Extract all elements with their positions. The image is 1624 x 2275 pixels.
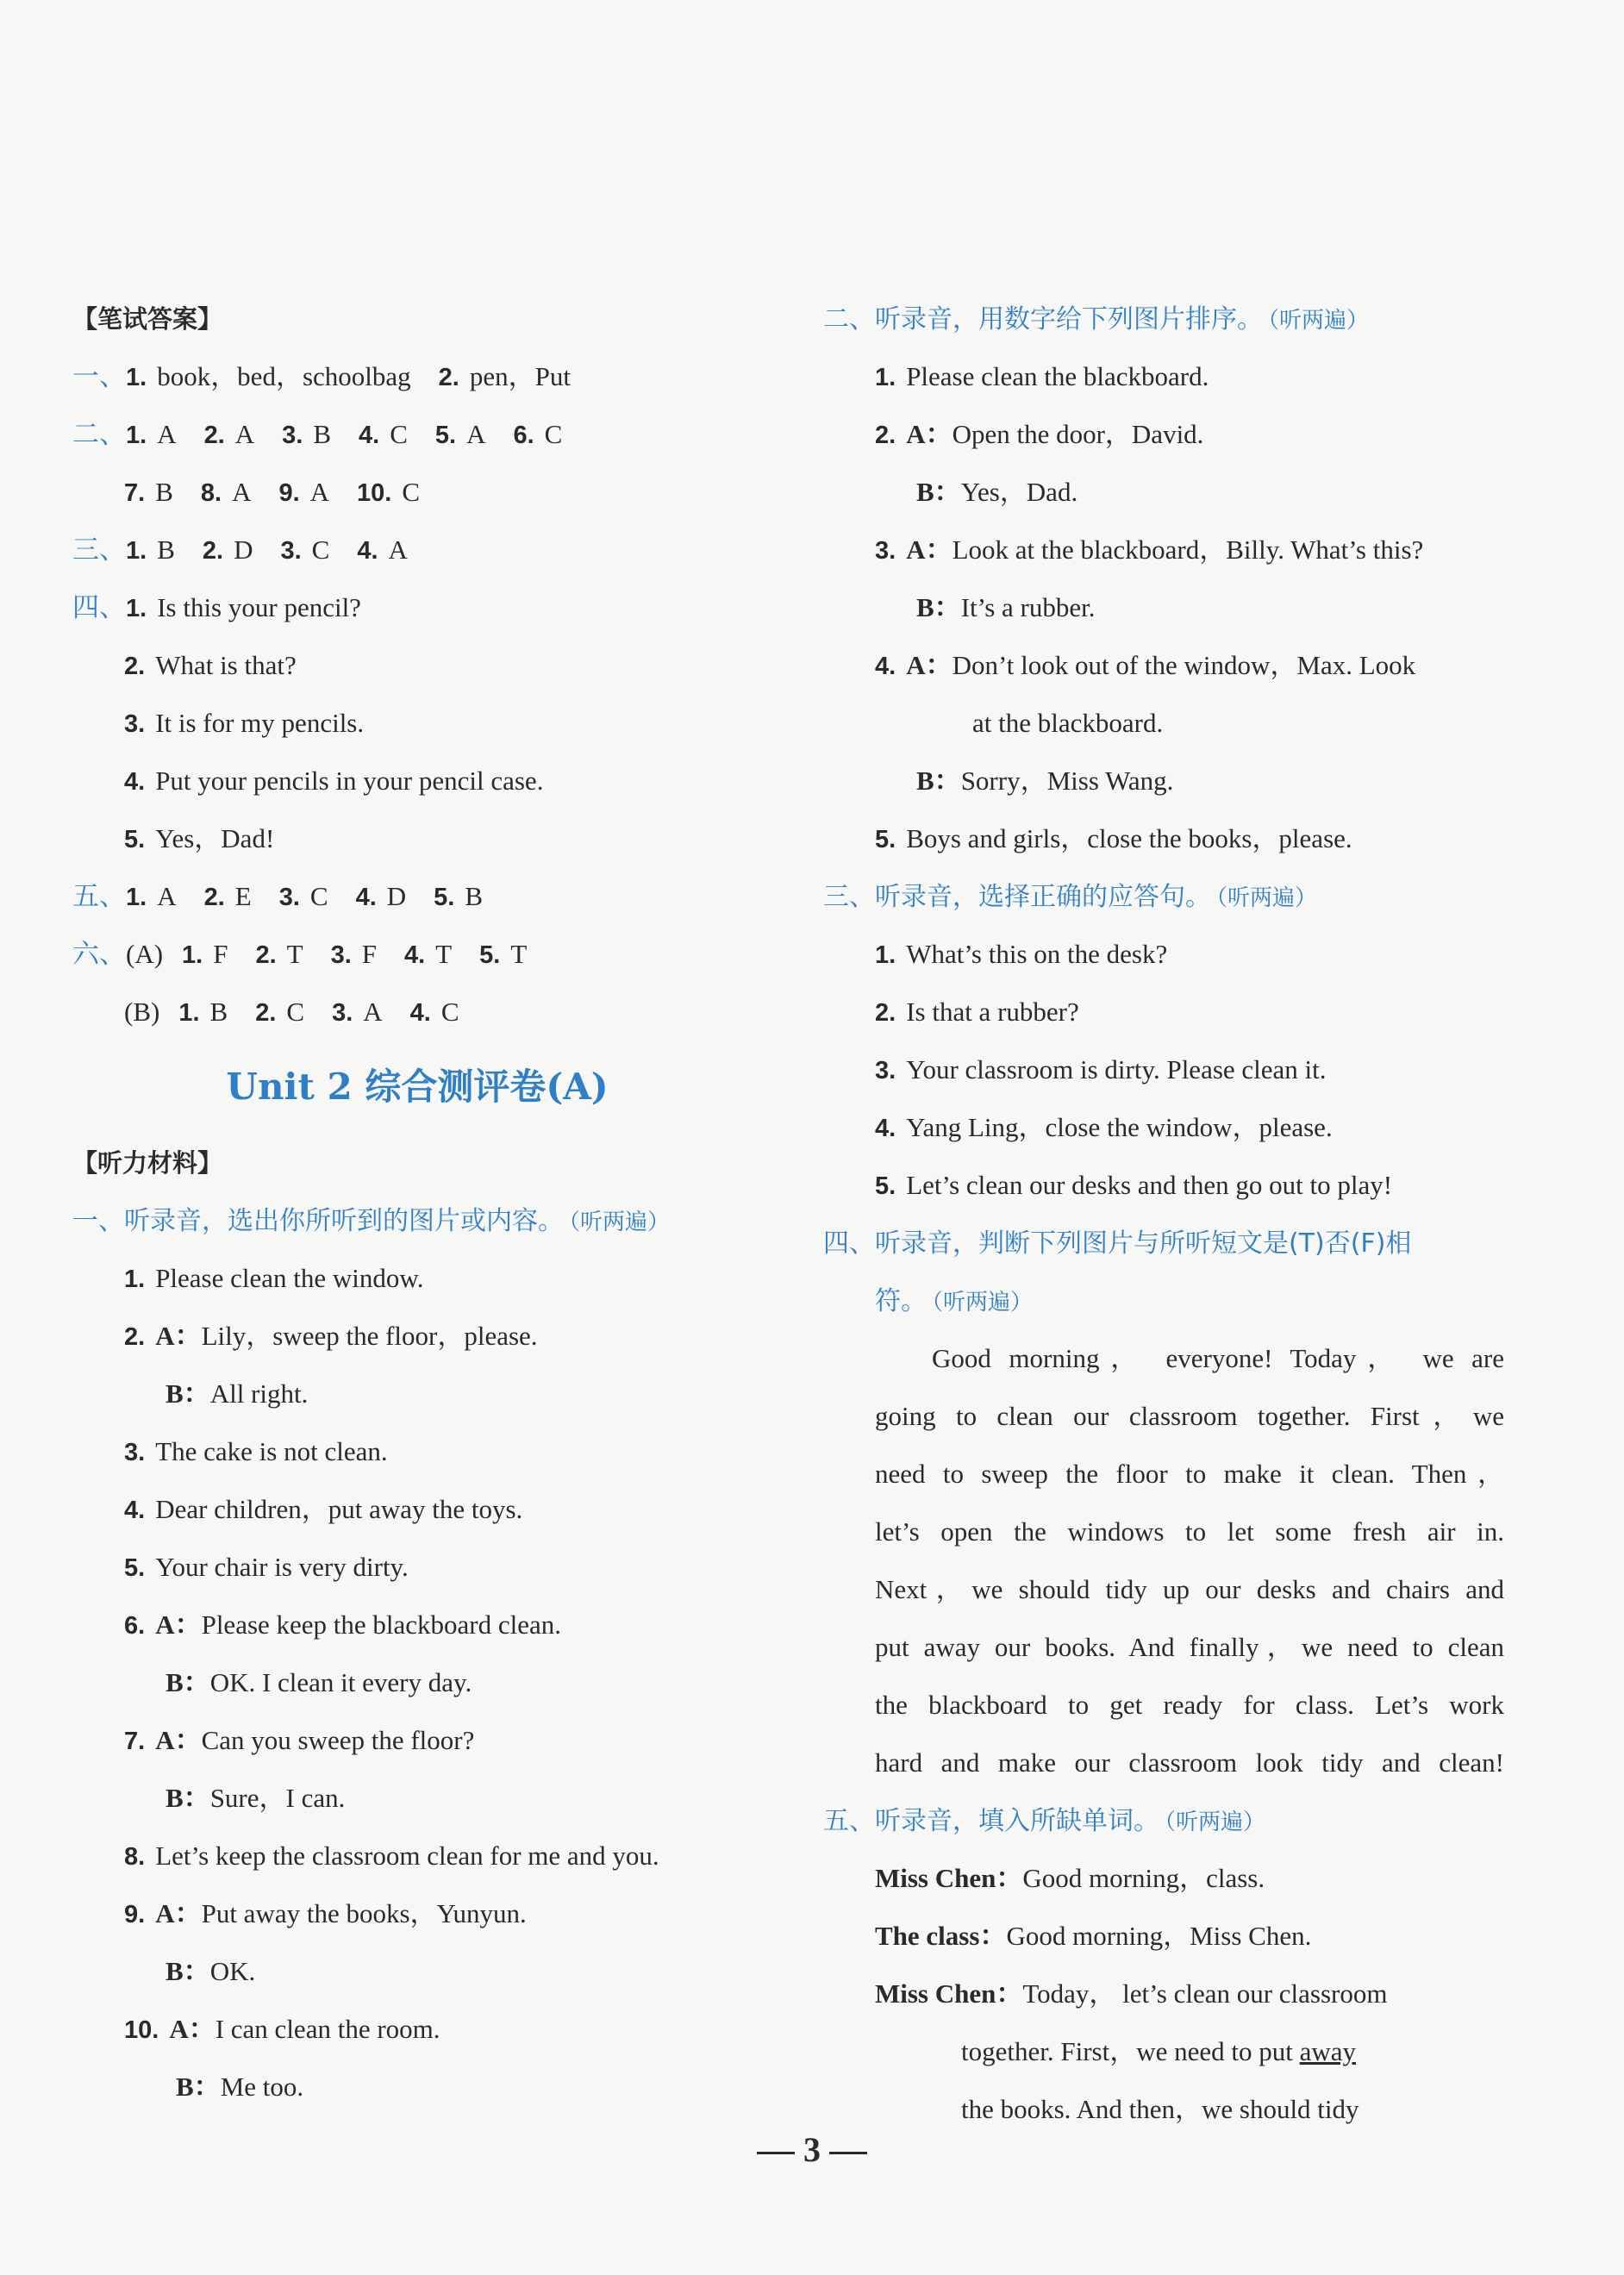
listening-line: 2. A：Open the door，David. — [875, 419, 1204, 449]
listening-line: 3. Your classroom is dirty. Please clean it. — [875, 1054, 1327, 1084]
listening-line: 9. A：Put away the books，Yunyun. — [124, 1898, 527, 1928]
answers-section-6b: (B) 1. B 2. C 3. A 4. C — [124, 997, 459, 1027]
listening-line: 4. Yang Ling，close the window，please. — [875, 1112, 1333, 1142]
listening-header: 【听力材料】 — [72, 1148, 223, 1178]
answers-section-5: 五、1. A 2. E 3. C 4. D 5. B — [72, 881, 484, 912]
dialogue-line-cont: together. First，we need to put away — [961, 2036, 1357, 2066]
listening-line: 10. A：I can clean the room. — [124, 2014, 440, 2044]
answers-section-4-item: 四、1. Is this your pencil? — [72, 592, 361, 623]
listening-line: 7. A：Can you sweep the floor? — [124, 1725, 475, 1755]
listening-line: 4. A：Don’t look out of the window，Max. Look — [875, 650, 1416, 680]
answers-section-2-row2: 7. B 8. A 9. A 10. C — [124, 477, 421, 507]
listening-line: 2. Is that a rubber? — [875, 997, 1079, 1027]
listening-line: B：It’s a rubber. — [916, 592, 1096, 622]
answers-section-2: 二、1. A 2. A 3. B 4. C 5. A 6. C — [72, 419, 563, 450]
answers-section-1: 一、1. book，bed，schoolbag 2. pen，Put — [72, 361, 571, 392]
filled-blank: away — [1299, 2036, 1357, 2066]
listening-line: 8. Let’s keep the classroom clean for me and you. — [124, 1841, 659, 1871]
passage-line: going to clean our classroom together. First，we — [875, 1401, 1504, 1431]
listening-section-4-heading: 四、听录音，判断下列图片与所听短文是(T)否(F)相 — [823, 1228, 1412, 1259]
listening-line: 3. A：Look at the blackboard，Billy. What’s this? — [875, 534, 1424, 565]
listening-line: 1. Please clean the window. — [124, 1263, 424, 1293]
listening-section-3-heading: 三、听录音，选择正确的应答句。 （听两遍） — [823, 882, 1318, 912]
listening-line: 6. A：Please keep the blackboard clean. — [124, 1609, 562, 1640]
listening-line: 2. A：Lily，sweep the floor，please. — [124, 1321, 538, 1351]
listening-section-1-heading: 一、听录音，选出你所听到的图片或内容。 （听两遍） — [72, 1206, 671, 1236]
listening-line: 4. Dear children，put away the toys. — [124, 1494, 523, 1524]
listening-line: 5. Your chair is very dirty. — [124, 1552, 409, 1582]
passage-line: Next，we should tidy up our desks and chairs and — [875, 1574, 1504, 1604]
listening-section-2-heading: 二、听录音，用数字给下列图片排序。 （听两遍） — [823, 304, 1370, 334]
listening-line: B：All right. — [166, 1378, 309, 1409]
listening-section-4-heading-cont: 符。 （听两遍） — [875, 1286, 1034, 1316]
page-number-dash — [829, 2152, 867, 2154]
answers-section-4-item: 4. Put your pencils in your pencil case. — [124, 766, 544, 796]
passage-line: the blackboard to get ready for class. Let’s work — [875, 1690, 1504, 1720]
right-column — [823, 290, 1504, 2138]
answers-section-4-item: 2. What is that? — [124, 650, 297, 680]
left-column — [72, 290, 762, 2116]
dialogue-line: The class：Good morning，Miss Chen. — [875, 1921, 1312, 1951]
answers-section-4-item: 3. It is for my pencils. — [124, 708, 365, 738]
page-number-dash — [757, 2152, 795, 2154]
listening-line: B：OK. — [166, 1956, 256, 1986]
listening-line: 3. The cake is not clean. — [124, 1436, 388, 1466]
passage-line: put away our books. And finally，we need to clean — [875, 1632, 1504, 1662]
listening-line: at the blackboard. — [972, 708, 1164, 738]
listening-line: B：Sorry，Miss Wang. — [916, 766, 1174, 796]
dialogue-line: Miss Chen：Today， let’s clean our classroom — [875, 1978, 1388, 2009]
listening-line: 5. Boys and girls，close the books，please. — [875, 823, 1352, 853]
passage-line: Good morning， everyone! Today， we are — [932, 1343, 1504, 1373]
listening-line: B：Me too. — [176, 2072, 304, 2102]
unit-title: Unit 2 综合测评卷(A) — [226, 1066, 609, 1108]
answers-section-3: 三、1. B 2. D 3. C 4. A — [72, 534, 408, 566]
passage-line: hard and make our classroom look tidy and clean! — [875, 1747, 1504, 1778]
answers-section-6a: 六、(A) 1. F 2. T 3. F 4. T 5. T — [72, 939, 528, 970]
dialogue-line: Miss Chen：Good morning，class. — [875, 1863, 1265, 1893]
listening-line: 5. Let’s clean our desks and then go out to play! — [875, 1170, 1393, 1200]
passage-line: need to sweep the floor to make it clean. Then， — [875, 1459, 1504, 1489]
listening-line: B：Yes，Dad. — [916, 477, 1078, 507]
listening-line: 1. Please clean the blackboard. — [875, 361, 1209, 391]
written-answers-header: 【笔试答案】 — [72, 304, 223, 334]
listening-line: B：Sure，I can. — [166, 1783, 346, 1813]
listening-section-5-heading: 五、听录音，填入所缺单词。 （听两遍） — [823, 1806, 1266, 1836]
listening-line: 1. What’s this on the desk? — [875, 939, 1168, 969]
listening-line: B：OK. I clean it every day. — [166, 1667, 472, 1697]
answers-section-4-item: 5. Yes，Dad! — [124, 823, 275, 853]
dialogue-line-cont: the books. And then，we should tidy — [961, 2094, 1359, 2124]
passage-line: let’s open the windows to let some fresh air in. — [875, 1516, 1504, 1547]
page-number: 3 — [0, 2129, 1624, 2170]
